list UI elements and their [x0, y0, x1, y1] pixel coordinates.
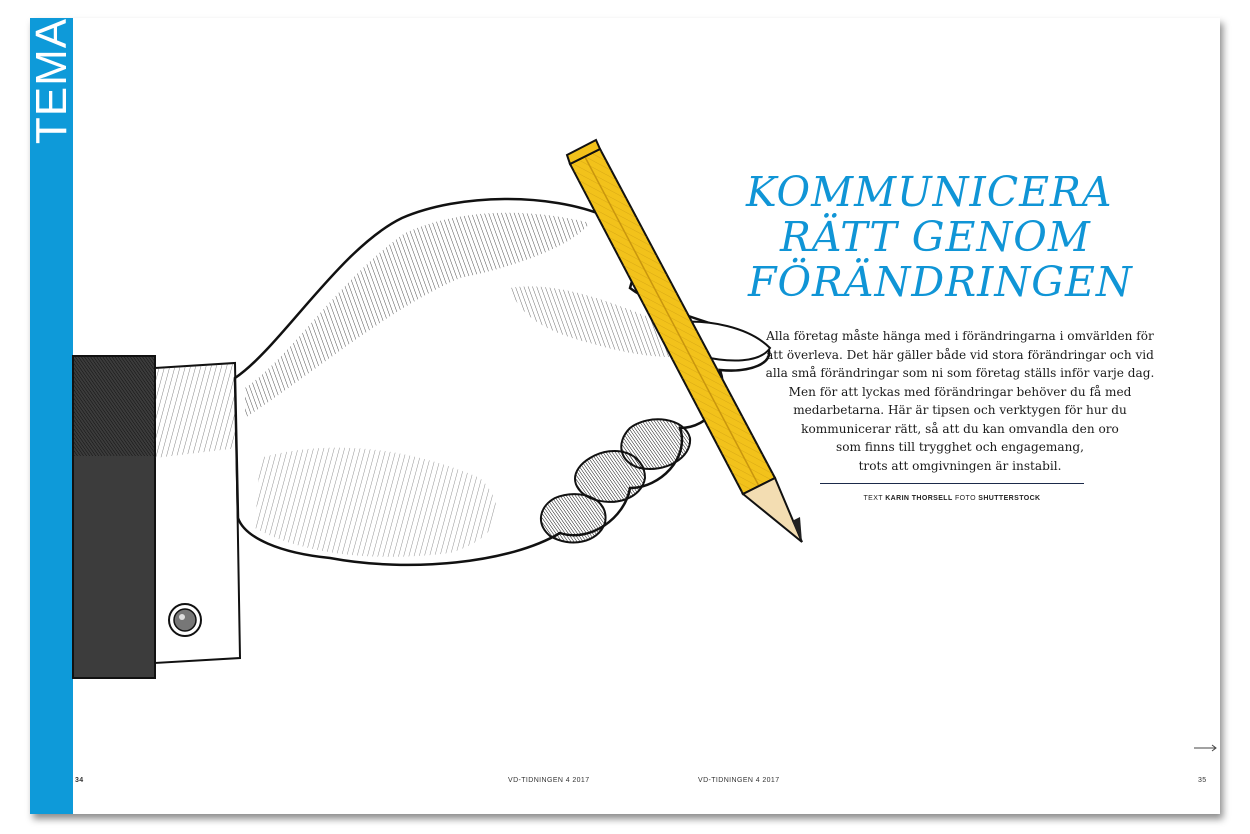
- byline-author: KARIN THORSELL: [885, 495, 953, 502]
- ingress-line: trots att omgivningen är instabil.: [858, 458, 1062, 473]
- ingress-line: kommunicerar rätt, så att du kan omvandla den oro: [801, 421, 1119, 436]
- article-headline: [746, 170, 1176, 305]
- headline-line-1: KOMMUNICERA: [746, 168, 1113, 216]
- byline-photo-label: FOTO: [955, 495, 976, 502]
- shirt-cuff: [155, 363, 240, 663]
- ingress-line: som finns till trygghet och engagemang,: [836, 440, 1084, 454]
- byline: [820, 495, 1084, 502]
- byline-divider: [820, 483, 1084, 484]
- headline-line-2: RÄTT GENOM: [780, 213, 1091, 261]
- byline-text-label: TEXT: [863, 495, 883, 502]
- jacket-sleeve: [73, 356, 155, 678]
- right-publication-footer: VD-TIDNINGEN 4 2017: [698, 777, 780, 784]
- ingress-line: medarbetarna. Här är tipsen och verktygen för hur du: [793, 403, 1127, 417]
- byline-photographer: SHUTTERSTOCK: [978, 495, 1041, 502]
- ingress-line: att överleva. Det här gäller både vid stora förändringar och vid: [766, 347, 1154, 362]
- arrow-right-icon[interactable]: [1194, 744, 1218, 752]
- magazine-spread: [27, 17, 1220, 814]
- section-label: TEMA: [27, 17, 76, 145]
- ingress-line: Alla företag måste hänga med i förändringarna i omvärlden för: [766, 329, 1154, 343]
- ingress-line: alla små förändringar som ni som företag ställs inför varje dag.: [765, 366, 1155, 380]
- left-page-number: 34: [75, 777, 84, 784]
- headline-line-3: FÖRÄNDRINGEN: [748, 258, 1133, 306]
- article-ingress: [760, 327, 1160, 475]
- left-publication-footer: VD-TIDNINGEN 4 2017: [508, 777, 590, 784]
- ingress-line: Men för att lyckas med förändringar behöver du få med: [788, 384, 1132, 399]
- right-page-number: 35: [1198, 777, 1207, 784]
